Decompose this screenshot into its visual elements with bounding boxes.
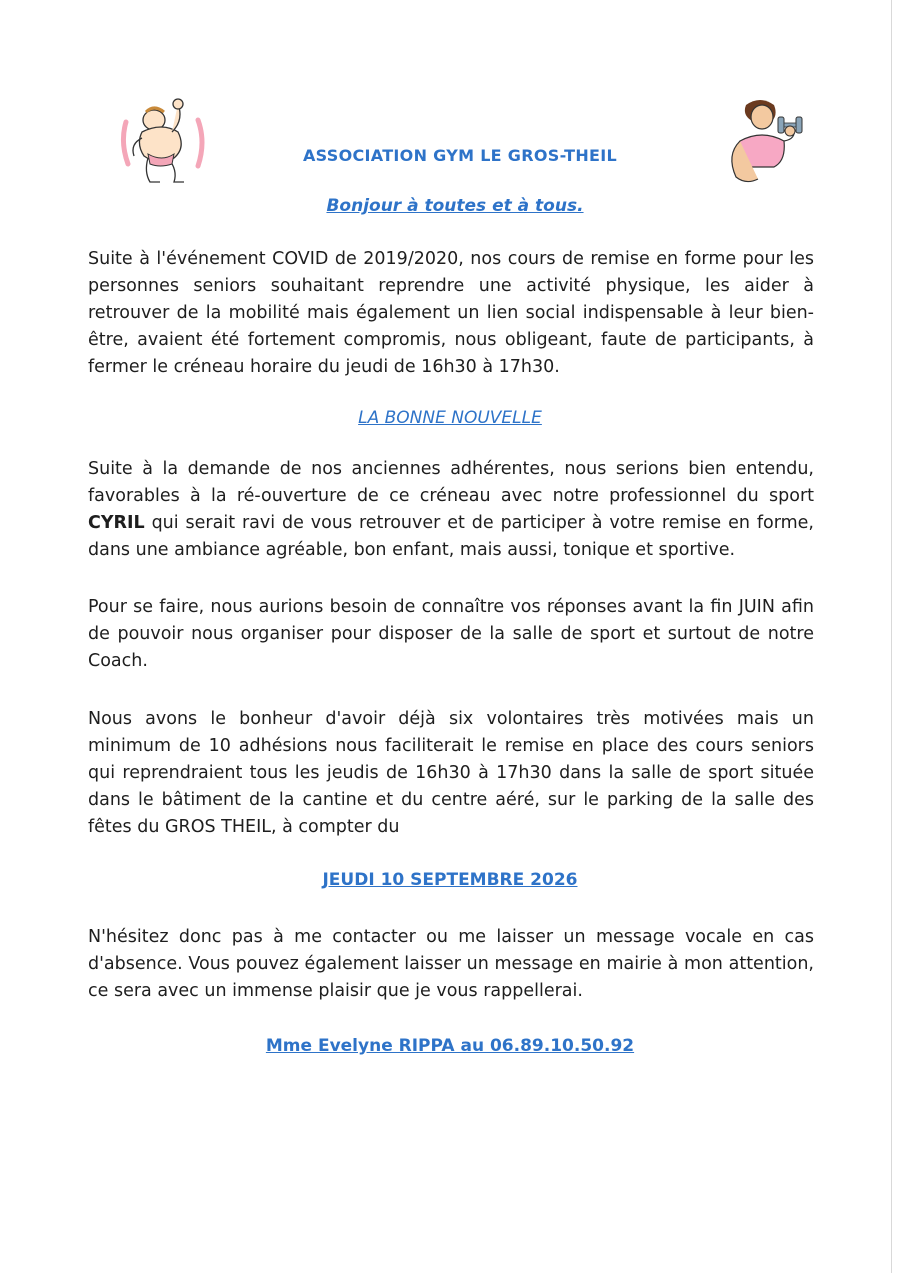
page-edge-line — [891, 0, 892, 1273]
reopening-text-start: Suite à la demande de nos anciennes adhérentes, nous serions bien entendu, favorables à la ré-ouverture de ce créneau avec notre professionnel du sport — [88, 459, 814, 506]
reopening-text-end: qui serait ravi de vous retrouver et de participer à votre remise en forme, dans une ambiance agréable, bon enfant, mais aussi, tonique et sportive. — [88, 513, 814, 560]
dumbbell-woman-icon — [712, 95, 812, 193]
contact-paragraph: N'hésitez donc pas à me contacter ou me laisser un message vocale en cas d'absence. Vous pouvez également laisser un message en mairie à mon attention, ce sera avec un immense plaisir que je vous rappellerai. — [88, 927, 814, 1001]
greeting: Bonjour à toutes et à tous. — [326, 196, 584, 216]
response-paragraph: Pour se faire, nous aurions besoin de connaître vos réponses avant la fin JUIN afin de pouvoir nous organiser pour disposer de la salle de sport et surtout de notre Coach. — [88, 597, 814, 671]
coach-name: CYRIL — [88, 513, 145, 533]
strongman-icon — [112, 92, 212, 192]
intro-paragraph: Suite à l'événement COVID de 2019/2020, nos cours de remise en forme pour les personnes seniors souhaitant reprendre une activité physique, les aider à retrouver de la mobilité mais également un lien social indispensable à leur bien-être, avaient été fortement compromis, nous obligeant, faute de participants, à fermer le créneau horaire du jeudi de 16h30 à 17h30. — [88, 249, 814, 377]
start-date-heading: JEUDI 10 SEPTEMBRE 2026 — [322, 870, 578, 890]
volunteers-paragraph: Nous avons le bonheur d'avoir déjà six volontaires très motivées mais un minimum de 10 adhésions nous faciliterait le remise en place des cours seniors qui reprendraient tous les jeudis de 16h30 à 17h30 dans la salle de sport située dans le bâtiment de la cantine et du centre aéré, sur le parking de la salle des fêtes du GROS THEIL, à compter du — [88, 709, 814, 837]
reopening-paragraph — [88, 456, 814, 564]
contact-line: Mme Evelyne RIPPA au 06.89.10.50.92 — [265, 1036, 635, 1056]
association-title: ASSOCIATION GYM LE GROS-THEIL — [302, 146, 618, 165]
good-news-heading: LA BONNE NOUVELLE — [358, 408, 542, 428]
